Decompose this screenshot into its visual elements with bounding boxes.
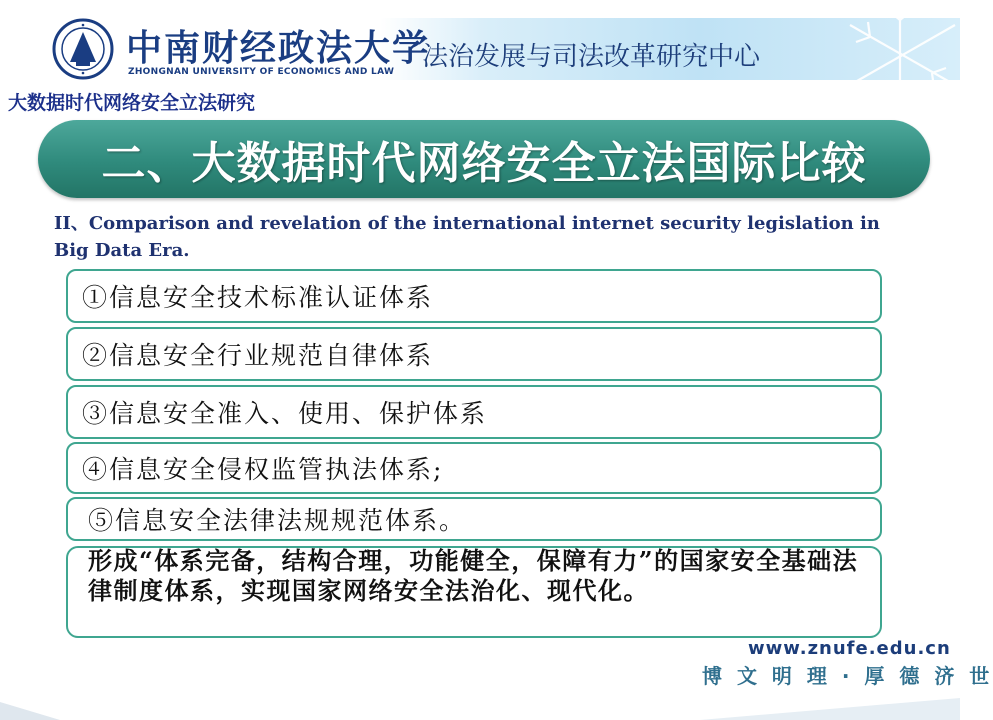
- title-banner: [38, 120, 930, 198]
- list-item-text: ③信息安全准入、使用、保护体系: [82, 399, 488, 428]
- list-item-text: ④信息安全侵权监管执法体系;: [82, 455, 444, 484]
- list-item: [66, 497, 882, 541]
- list-item-text: ①信息安全技术标准认证体系: [82, 283, 434, 312]
- list-item-text: ⑤信息安全法律法规规范体系。: [88, 506, 467, 535]
- university-motto: 博 文 明 理 · 厚 德 济 世: [702, 664, 993, 688]
- university-name-en: ZHONGNAN UNIVERSITY OF ECONOMICS AND LAW: [128, 67, 395, 77]
- list-item: [66, 442, 882, 494]
- slide-subject: 大数据时代网络安全立法研究: [8, 92, 256, 114]
- research-center-name: 法治发展与司法改革研究中心: [422, 42, 761, 72]
- header-banner: [0, 0, 960, 88]
- english-subtitle: II、Comparison and revelation of the international internet security legislation in Big Data Era.: [54, 213, 880, 261]
- conclusion-text: 形成“体系完备，结构合理，功能健全，保障有力”的国家安全基础法律制度体系，实现国家网络安全法治化、现代化。: [88, 546, 859, 605]
- list-item-text: ②信息安全行业规范自律体系: [82, 341, 434, 370]
- website-url: www.znufe.edu.cn: [748, 638, 951, 659]
- university-logo: [52, 18, 114, 80]
- university-name-cn: 中南财经政法大学: [126, 27, 431, 69]
- conclusion-box: [66, 546, 882, 638]
- list-item: [66, 385, 882, 439]
- slide-title: 二、大数据时代网络安全立法国际比较: [101, 138, 867, 189]
- list-item: [66, 269, 882, 323]
- snowflake-decoration: [840, 0, 960, 110]
- list-item: [66, 327, 882, 381]
